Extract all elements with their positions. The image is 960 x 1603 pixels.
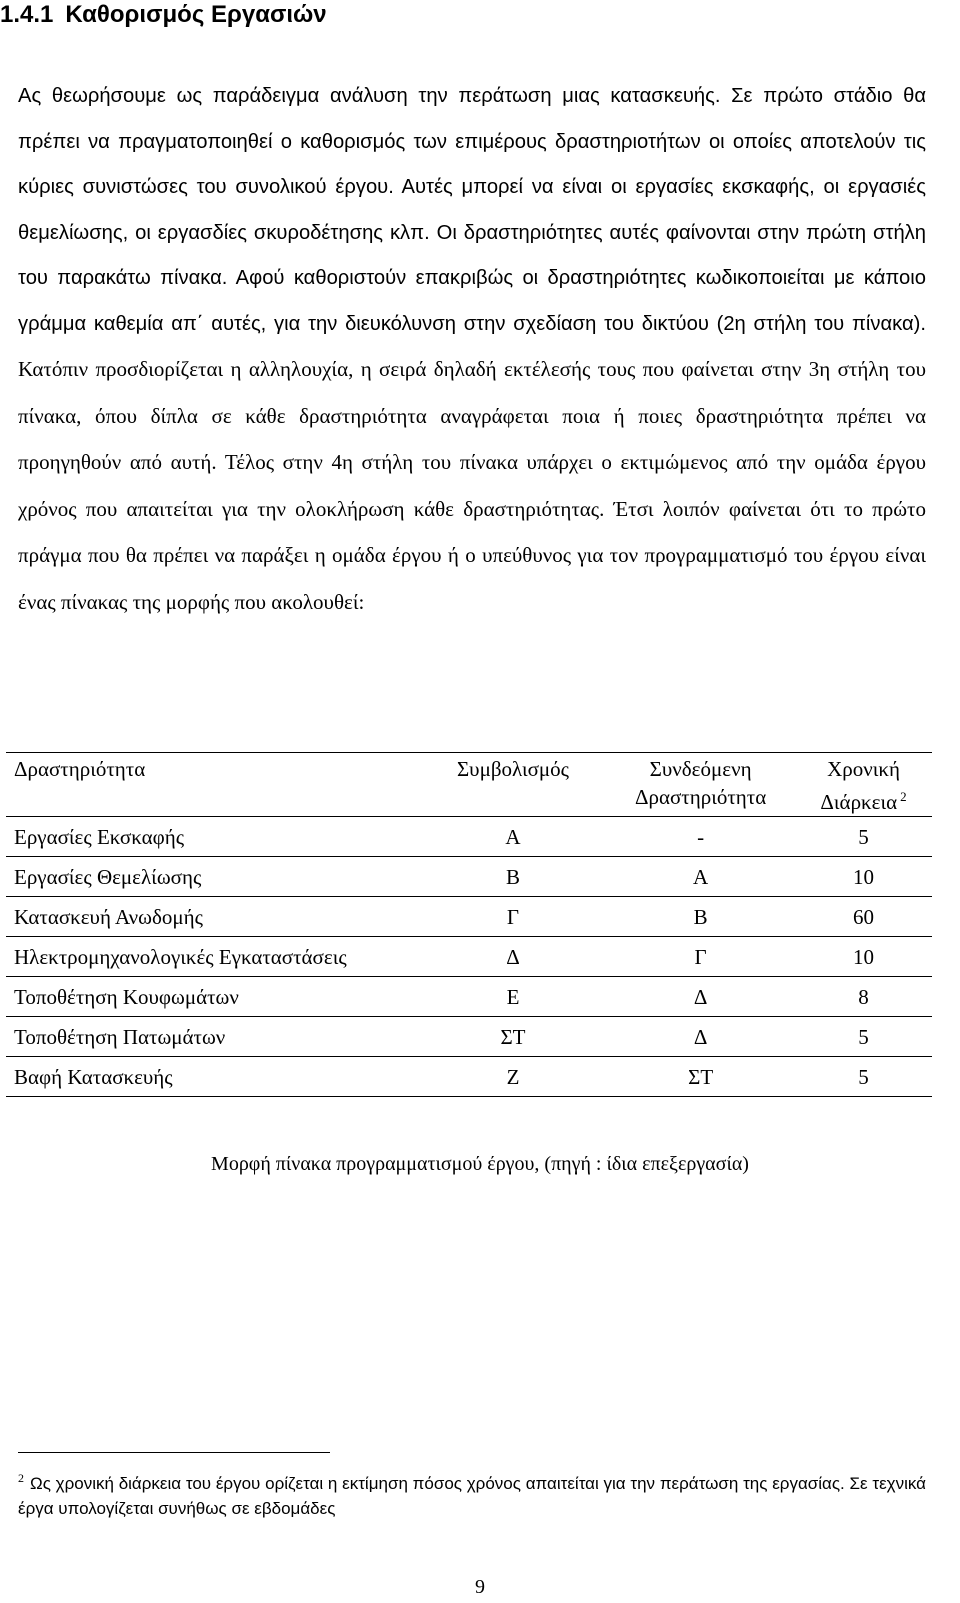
cell-symbol: ΣΤ: [420, 1017, 606, 1057]
cell-symbol: Δ: [420, 937, 606, 977]
footnote-marker: 2: [18, 1471, 24, 1485]
cell-duration: 5: [795, 817, 932, 857]
activity-table: [6, 752, 932, 1097]
cell-duration: 60: [795, 897, 932, 937]
footnote-text: Ως χρονική διάρκεια του έργου ορίζεται η εκτίμηση πόσος χρόνος απαιτείται για την περάτωση της εργασίας. Σε τεχνικά έργα υπολογίζεται συνήθως σε εβδομάδες: [18, 1474, 926, 1518]
header-duration-line1: Χρονική: [827, 757, 900, 781]
body-text-serif: Κατόπιν προσδιορίζεται η αλληλουχία, η σειρά δηλαδή εκτέλεσής τους που φαίνεται στην 3η στήλη του πίνακα, όπου δίπλα σε κάθε δραστηριότητα αναγράφεται ποια ή ποιες δραστηριότητα πρέπει να προηγηθούν από αυτή. Τέλος στην 4η στήλη του πίνακα υπάρχει ο εκτιμώμενος από την ομάδα έργου χρόνος που απαιτείται για την ολοκλήρωση κάθε δραστηριότητας. Έτσι λοιπόν φαίνεται ότι το πρώτο πράγμα που θα πρέπει να παράξει η ομάδα έργου ή ο υπεύθυνος για τον προγραμματισμό του έργου είναι ένας πίνακας της μορφής που ακολουθεί:: [18, 357, 926, 614]
footnote-reference: 2: [900, 789, 907, 804]
page-number: 9: [475, 1576, 485, 1598]
cell-duration: 8: [795, 977, 932, 1017]
cell-activity: Κατασκευή Ανωδομής: [6, 897, 420, 937]
header-related: [606, 753, 795, 817]
table-row: [6, 857, 932, 897]
cell-related: Γ: [606, 937, 795, 977]
table-row: [6, 817, 932, 857]
header-related-line1: Συνδεόμενη: [649, 757, 752, 781]
header-duration: [795, 753, 932, 817]
cell-related: Α: [606, 857, 795, 897]
cell-symbol: Β: [420, 857, 606, 897]
cell-activity: Βαφή Κατασκευής: [6, 1057, 420, 1097]
cell-symbol: Α: [420, 817, 606, 857]
header-symbol: Συμβολισμός: [420, 753, 606, 817]
table-row: [6, 977, 932, 1017]
table-caption: Μορφή πίνακα προγραμματισμού έργου, (πηγή : ίδια επεξεργασία): [211, 1153, 749, 1175]
cell-activity: Εργασίες Εκσκαφής: [6, 817, 420, 857]
header-activity: Δραστηριότητα: [6, 753, 420, 817]
cell-activity: Τοποθέτηση Πατωμάτων: [6, 1017, 420, 1057]
section-heading: [0, 0, 327, 30]
table-row: [6, 1057, 932, 1097]
cell-activity: Τοποθέτηση Κουφωμάτων: [6, 977, 420, 1017]
cell-duration: 5: [795, 1017, 932, 1057]
cell-symbol: Γ: [420, 897, 606, 937]
header-duration-line2: Διάρκεια: [820, 790, 898, 814]
table-header-row: [6, 753, 932, 817]
table-row: [6, 937, 932, 977]
cell-activity: Ηλεκτρομηχανολογικές Εγκαταστάσεις: [6, 937, 420, 977]
cell-duration: 10: [795, 857, 932, 897]
section-title: Καθορισμός Εργασιών: [65, 1, 327, 28]
header-related-line2: Δραστηριότητα: [635, 785, 767, 809]
body-text: Ας θεωρήσουμε ως παράδειγμα ανάλυση την περάτωση μιας κατασκευής. Σε πρώτο στάδιο θα πρέπει να πραγματοποιηθεί ο καθορισμός των επιμέρους δραστηριοτήτων οι οποίες αποτελούν τις κύριες συνιστώσες του συνολικού έργου. Αυτές μπορεί να είναι οι εργασίες εκσκαφής, οι εργασιές θεμελίωσης, οι εργασδίες σκυροδέτησης κλπ. Οι δραστηριότητες αυτές φαίνονται στην πρώτη στήλη του παρακάτω πίνακα. Αφού καθοριστούν επακριβώς οι δραστηριότητες κωδικοποιείται με κάποιο γράμμα καθεμία απ΄ αυτές, για την διευκόλυνση στην σχεδίαση του δικτύου (2η στήλη του πίνακα).: [18, 85, 926, 335]
table-row: [6, 897, 932, 937]
cell-symbol: Ζ: [420, 1057, 606, 1097]
cell-related: Β: [606, 897, 795, 937]
cell-symbol: Ε: [420, 977, 606, 1017]
footnote: [18, 1466, 926, 1521]
table-row: [6, 1017, 932, 1057]
cell-related: -: [606, 817, 795, 857]
cell-duration: 5: [795, 1057, 932, 1097]
cell-activity: Εργασίες Θεμελίωσης: [6, 857, 420, 897]
footnote-separator: [18, 1452, 330, 1453]
cell-duration: 10: [795, 937, 932, 977]
cell-related: ΣΤ: [606, 1057, 795, 1097]
cell-related: Δ: [606, 977, 795, 1017]
section-number: 1.4.1: [0, 1, 54, 28]
cell-related: Δ: [606, 1017, 795, 1057]
body-paragraph: [18, 74, 926, 626]
